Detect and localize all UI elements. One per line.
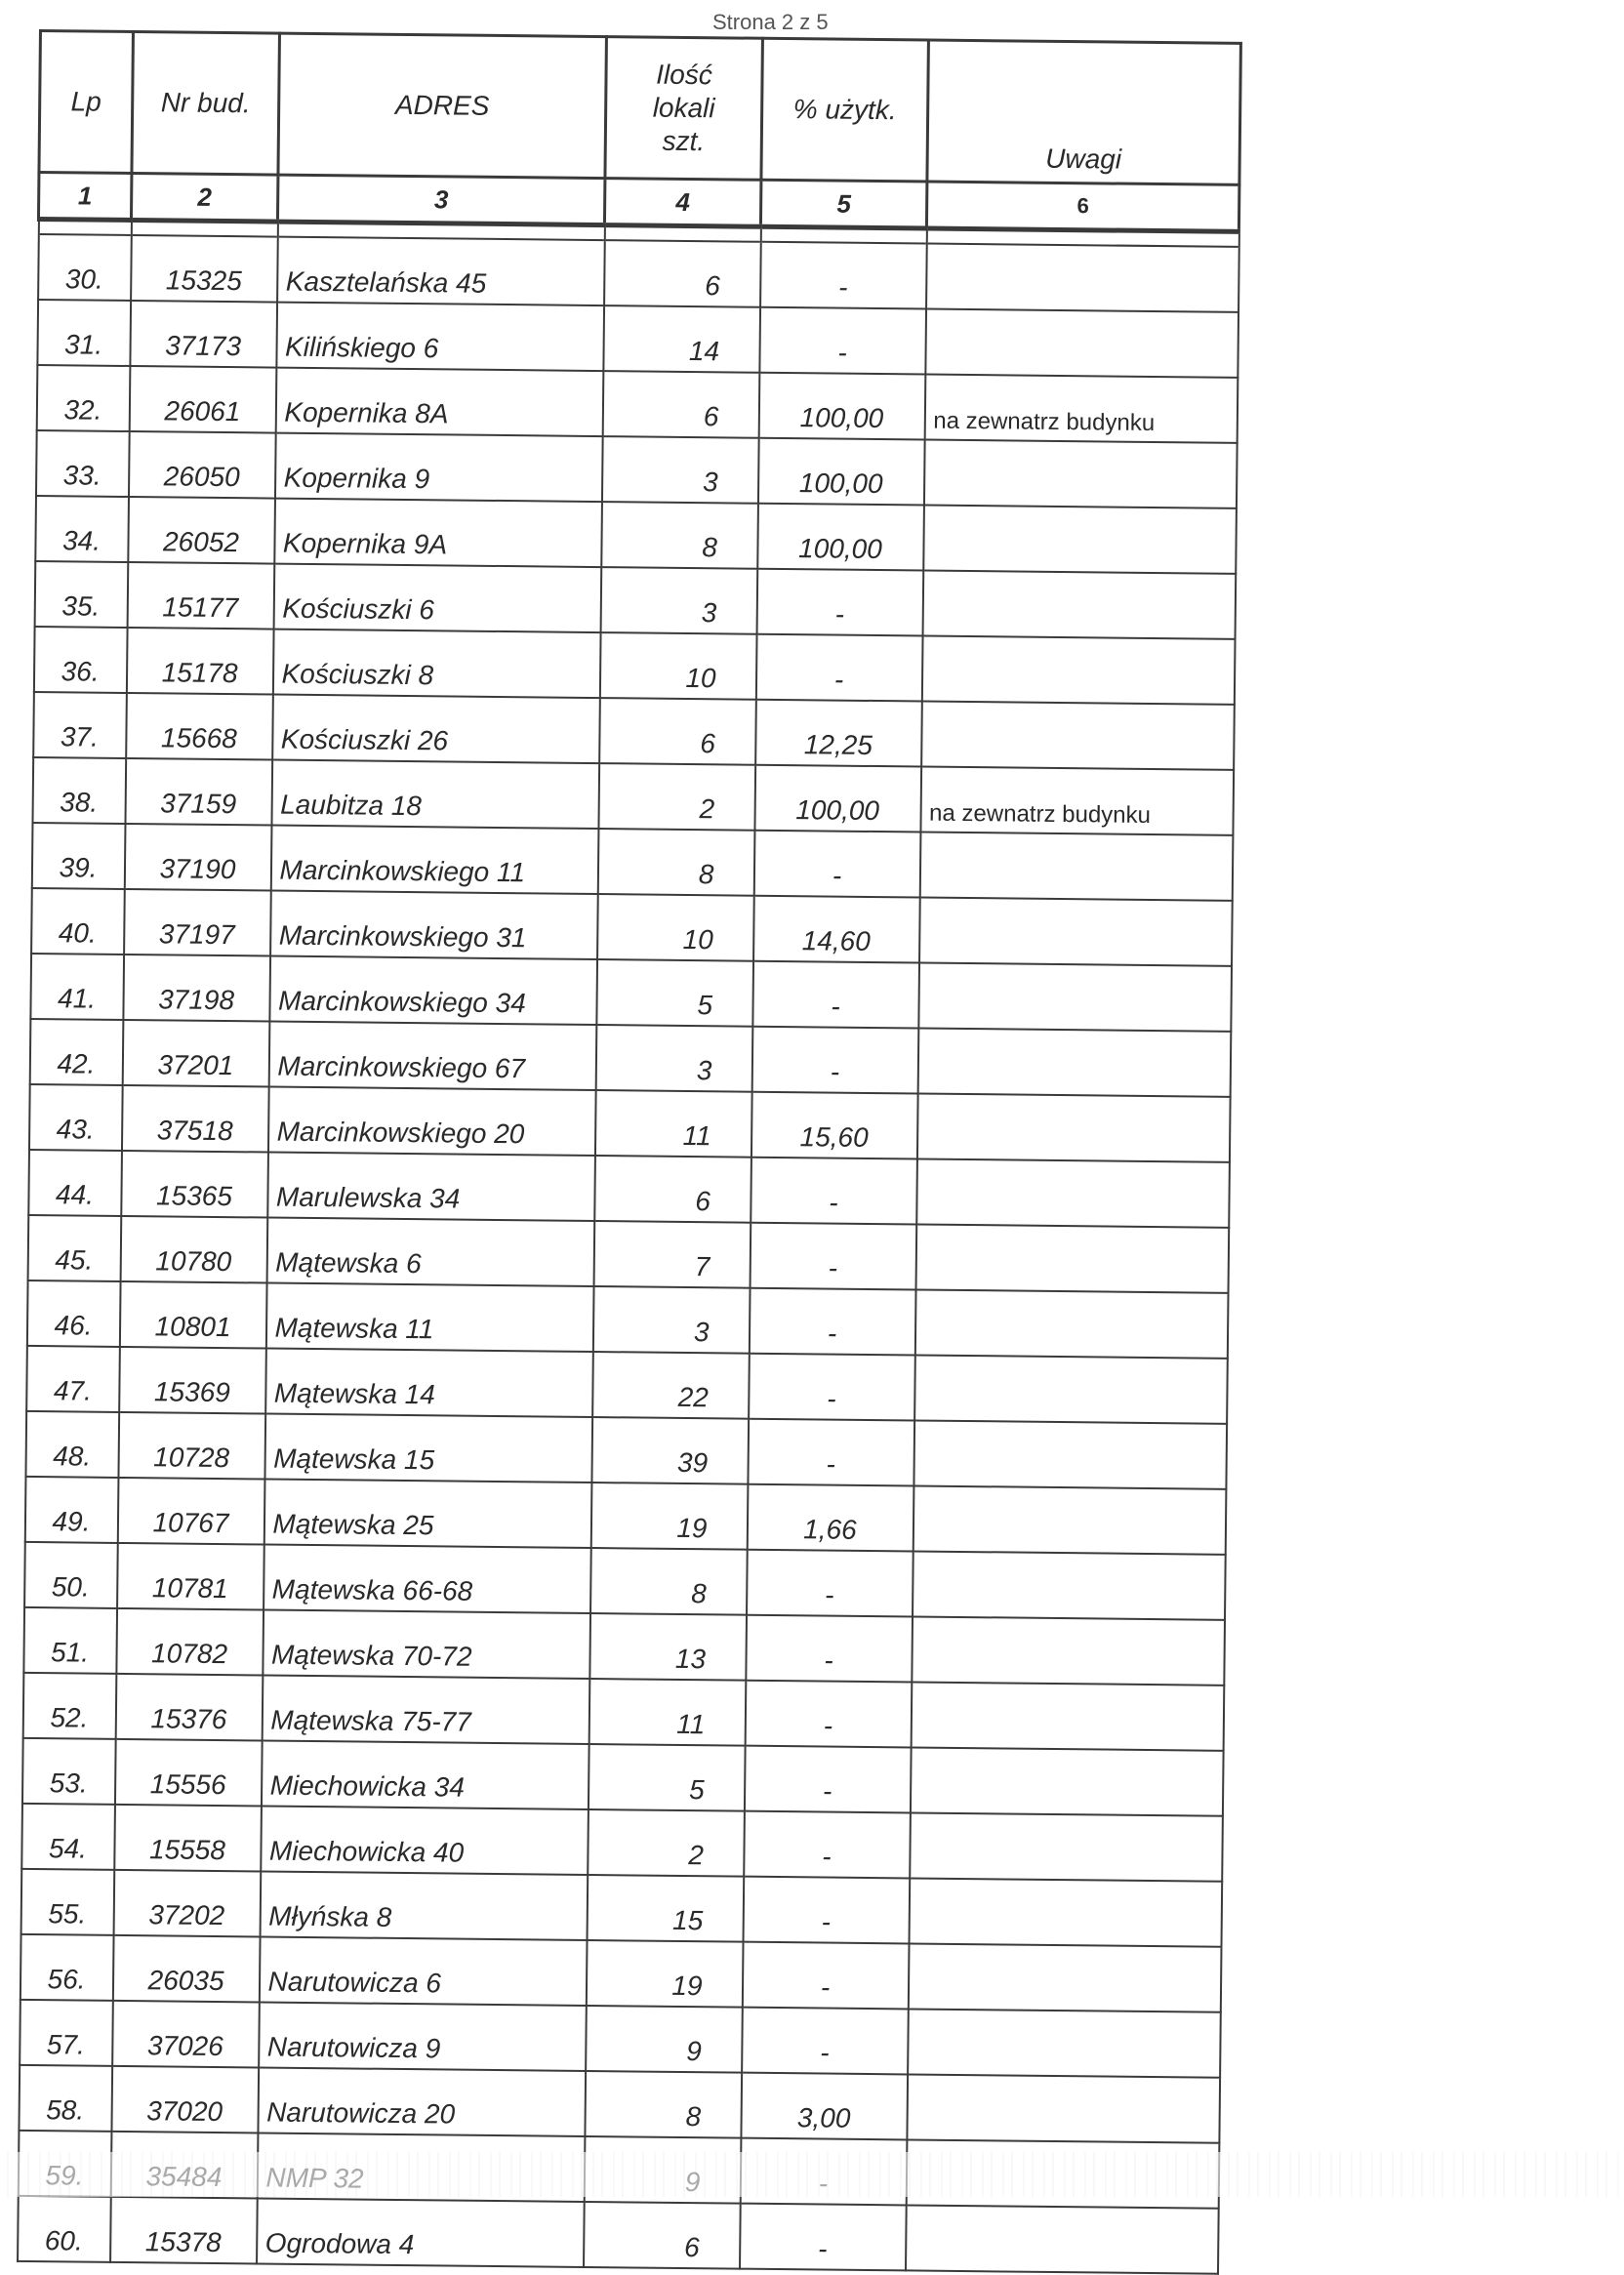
cell-uwagi [923,506,1237,574]
cell-pct: - [749,1288,915,1356]
cell-nr-bud: 37518 [121,1085,268,1153]
cell-uwagi [923,440,1237,508]
cell-ilosc: 19 [586,1940,743,2008]
column-number: 6 [926,182,1238,231]
table-row [34,561,1236,639]
cell-nr-bud: 15325 [131,235,278,303]
cell-ilosc: 2 [588,1809,745,1877]
table-row [31,888,1233,966]
cell-pct: - [742,1942,909,2010]
cell-uwagi [914,1355,1228,1423]
cell-uwagi [919,833,1233,901]
cell-pct: - [750,1223,916,1290]
cell-ilosc: 19 [590,1483,748,1550]
cell-uwagi [925,309,1238,378]
cell-nr-bud: 37020 [111,2066,259,2133]
cell-uwagi [922,571,1236,639]
column-header-ilosc-line2: lokali [652,92,715,124]
cell-ilosc: 11 [589,1679,746,1746]
cell-uwagi [911,1682,1224,1750]
cell-uwagi [907,2074,1220,2142]
cell-nr-bud: 37159 [125,758,272,826]
cell-lp: 41. [30,954,124,1020]
column-number: 3 [277,175,604,225]
cell-pct: 3,00 [741,2073,908,2140]
table-body [18,220,1239,2274]
cell-pct: - [748,1419,914,1486]
cell-pct: 12,25 [755,700,922,767]
cell-pct: - [744,1811,911,1879]
cell-lp: 52. [22,1673,116,1739]
cell-ilosc: 3 [601,436,758,504]
cell-nr-bud: 26035 [112,1935,260,2003]
table-row [37,300,1238,378]
cell-adres: Laubitza 18 [271,760,599,830]
table-row [35,430,1237,508]
cell-ilosc: 11 [594,1090,751,1158]
cell-nr-bud: 15668 [126,693,273,760]
cell-lp: 37. [33,692,127,758]
cell-lp: 40. [31,888,125,955]
cell-pct: - [751,1027,918,1094]
cell-adres: Marcinkowskiego 67 [268,1022,596,1091]
table-row [29,1019,1231,1097]
cell-adres: Kościuszki 6 [273,564,601,633]
cell-uwagi [909,1878,1222,1946]
cell-pct: - [746,1615,913,1683]
cell-pct: 100,00 [757,438,924,506]
cell-pct: - [745,1681,912,1748]
cell-adres: Mątewska 75-77 [262,1675,589,1744]
cell-uwagi [908,1943,1221,2011]
table-row [23,1607,1225,1686]
table-row [30,954,1232,1032]
table-row [32,757,1234,835]
cell-lp: 54. [21,1804,115,1870]
cell-uwagi [921,636,1235,705]
column-number: 5 [760,180,926,228]
cell-adres: Młyńska 8 [260,1871,588,1940]
cell-uwagi [914,1289,1228,1358]
table-row [22,1673,1224,1751]
cell-ilosc: 5 [596,959,753,1027]
cell-pct: - [740,2204,907,2271]
cell-adres: Mątewska 25 [264,1480,591,1549]
cell-uwagi: na zewnatrz budynku [924,375,1238,443]
table-row [33,627,1235,705]
cell-pct: 100,00 [758,373,925,440]
cell-nr-bud: 15178 [126,628,273,695]
cell-nr-bud: 26061 [129,366,276,433]
cell-lp: 30. [38,234,132,301]
cell-ilosc: 8 [590,1548,748,1615]
cell-nr-bud: 37201 [122,1020,269,1087]
cell-ilosc: 6 [602,371,759,438]
cell-lp: 45. [27,1215,121,1281]
column-number: 4 [604,179,760,227]
cell-ilosc: 6 [599,698,756,765]
cell-uwagi [919,897,1233,965]
cell-lp: 42. [29,1019,123,1085]
cell-adres: Miechowicka 40 [261,1806,589,1875]
cell-adres: Narutowicza 20 [258,2067,586,2136]
table-row [26,1346,1228,1424]
cell-lp: 53. [21,1738,115,1805]
cell-uwagi [910,1747,1223,1815]
cell-ilosc: 9 [586,2006,743,2073]
cell-ilosc: 8 [597,829,754,896]
cell-uwagi [913,1551,1226,1619]
cell-uwagi [921,702,1235,770]
cell-ilosc: 10 [597,894,754,961]
cell-nr-bud: 37190 [124,824,271,891]
column-header-ilosc-line1: Ilość [656,59,712,91]
cell-lp: 34. [35,496,129,562]
cell-adres: Mątewska 6 [266,1218,594,1287]
scan-noise-strip [0,2152,1624,2197]
cell-uwagi [910,1812,1223,1881]
cell-lp: 46. [26,1280,120,1347]
cell-nr-bud: 37026 [112,2001,260,2068]
cell-lp: 49. [24,1477,118,1543]
cell-ilosc: 3 [600,567,757,634]
cell-pct: - [742,2008,909,2075]
cell-lp: 47. [26,1346,120,1412]
cell-adres: Mątewska 70-72 [263,1609,590,1679]
cell-ilosc: 15 [587,1875,744,1942]
cell-lp: 38. [32,757,126,824]
cell-pct: - [756,569,923,636]
table-row [18,2196,1219,2274]
cell-lp: 55. [20,1869,114,1935]
cell-nr-bud: 15556 [114,1739,262,1807]
table-row [25,1411,1227,1489]
cell-nr-bud: 15378 [110,2197,258,2264]
cell-uwagi [926,244,1239,312]
cell-uwagi: na zewnatrz budynku [920,767,1234,835]
table-row [33,692,1235,770]
cell-adres: Marulewska 34 [267,1153,595,1222]
cell-uwagi [906,2205,1219,2273]
table-row [20,1934,1221,2012]
cell-lp: 36. [33,627,127,693]
cell-nr-bud: 37202 [113,1870,261,1937]
column-header-nr-bud: Nr bud. [132,32,280,176]
cell-pct: - [751,1158,917,1225]
cell-ilosc: 7 [593,1221,751,1288]
cell-adres: Kościuszki 26 [272,695,600,764]
cell-nr-bud: 10780 [120,1216,267,1283]
table-row [36,365,1238,443]
table-row [19,2065,1220,2143]
cell-pct: - [747,1550,914,1617]
cell-nr-bud: 15369 [119,1347,266,1414]
cell-adres: Narutowicza 6 [259,1936,587,2006]
cell-nr-bud: 15365 [121,1151,268,1218]
cell-ilosc: 2 [598,763,755,831]
cell-ilosc: 6 [604,240,761,307]
table-row [20,2000,1221,2078]
cell-lp: 57. [20,2000,113,2066]
page-number-header: Strona 2 z 5 [712,10,829,34]
table-row [21,1804,1223,1882]
cell-adres: Miechowicka 34 [261,1740,589,1809]
cell-ilosc: 5 [588,1744,745,1811]
cell-lp: 44. [28,1150,122,1216]
cell-ilosc: 8 [601,502,758,569]
table-row [21,1738,1223,1816]
cell-pct: - [743,1877,910,1944]
table-row [28,1150,1230,1228]
cell-adres: Kopernika 8A [275,368,603,437]
cell-adres: Marcinkowskiego 11 [270,826,598,895]
cell-nr-bud: 15376 [115,1674,263,1741]
cell-ilosc: 22 [592,1352,750,1419]
cell-lp: 50. [24,1542,118,1608]
cell-ilosc: 8 [585,2071,742,2138]
cell-adres: Kilińskiego 6 [276,303,604,372]
column-header-adres: ADRES [278,33,607,179]
cell-ilosc: 3 [592,1286,750,1354]
cell-adres: Marcinkowskiego 31 [270,891,598,960]
cell-uwagi [916,1158,1230,1227]
cell-pct: 14,60 [753,896,920,963]
cell-ilosc: 14 [603,305,760,373]
cell-uwagi [914,1420,1227,1488]
table-row [28,1084,1230,1162]
cell-adres: Kościuszki 8 [272,630,600,699]
cell-nr-bud: 10801 [119,1281,266,1349]
buildings-table [16,29,1242,2275]
cell-lp: 51. [23,1607,117,1674]
cell-ilosc: 3 [595,1025,752,1092]
cell-lp: 39. [31,823,125,889]
cell-lp: 43. [28,1084,122,1151]
cell-lp: 33. [35,430,129,497]
cell-nr-bud: 15177 [127,562,274,630]
cell-adres: Marcinkowskiego 34 [269,956,597,1026]
cell-uwagi [917,1028,1231,1096]
cell-pct: - [749,1354,915,1421]
cell-adres: Mątewska 15 [264,1414,592,1483]
table-row [27,1215,1229,1293]
cell-ilosc: 10 [599,632,756,700]
table-row [24,1542,1226,1620]
column-header-ilosc-line3: szt. [662,125,706,157]
cell-adres: Kopernika 9 [274,433,602,503]
cell-uwagi [913,1485,1226,1554]
column-header-uwagi: Uwagi [927,40,1241,184]
cell-lp: 32. [36,365,130,431]
cell-pct: 15,60 [751,1092,917,1159]
cell-ilosc: 13 [589,1613,747,1681]
column-number: 2 [131,174,277,223]
cell-uwagi [918,962,1232,1031]
cell-pct: - [755,634,922,702]
cell-adres: Marcinkowskiego 20 [267,1087,595,1157]
cell-uwagi [912,1616,1225,1685]
cell-ilosc: 6 [584,2202,741,2269]
table-row [24,1477,1226,1555]
cell-adres: Mątewska 14 [265,1349,593,1418]
cell-lp: 48. [25,1411,119,1478]
cell-pct: - [752,961,919,1029]
table-header-row [39,31,1240,185]
cell-uwagi [908,2009,1221,2077]
cell-ilosc: 6 [594,1156,751,1223]
cell-nr-bud: 26050 [128,431,275,499]
cell-adres: Mątewska 66-68 [264,1544,591,1613]
column-header-ilosc [605,37,763,181]
cell-uwagi [915,1224,1229,1292]
cell-pct: - [744,1746,911,1813]
cell-nr-bud: 10782 [116,1608,264,1676]
cell-adres: Narutowicza 9 [259,2002,587,2071]
column-number: 1 [38,173,131,221]
cell-nr-bud: 10781 [117,1543,264,1610]
cell-uwagi [916,1093,1230,1161]
cell-pct: - [759,307,926,375]
cell-adres: Mątewska 11 [265,1283,593,1353]
cell-lp: 56. [20,1934,113,2001]
cell-lp: 35. [34,561,128,628]
cell-pct: 100,00 [754,765,921,833]
cell-nr-bud: 37173 [130,301,277,368]
table-row [31,823,1233,901]
cell-nr-bud: 15558 [114,1805,262,1872]
cell-nr-bud: 10767 [117,1478,264,1545]
cell-pct: 100,00 [757,504,924,571]
cell-adres: Ogrodowa 4 [257,2198,585,2267]
cell-nr-bud: 37198 [123,955,270,1022]
cell-nr-bud: 10728 [118,1412,265,1480]
cell-pct: - [753,831,920,898]
table-row [38,234,1239,312]
cell-lp: 60. [18,2196,111,2262]
cell-pct: - [760,242,927,309]
cell-pct: 1,66 [747,1484,914,1552]
cell-lp: 58. [19,2065,112,2132]
cell-adres: Kasztelańska 45 [277,237,605,306]
cell-adres: Kopernika 9A [274,499,602,568]
column-header-pct: % użytk. [761,38,929,182]
cell-nr-bud: 37197 [124,889,271,956]
table-row [35,496,1237,574]
cell-lp: 31. [37,300,131,366]
table-row [26,1280,1228,1359]
cell-ilosc: 39 [591,1417,749,1484]
cell-nr-bud: 26052 [128,497,275,564]
table-row [20,1869,1222,1947]
column-header-lp: Lp [39,31,134,174]
